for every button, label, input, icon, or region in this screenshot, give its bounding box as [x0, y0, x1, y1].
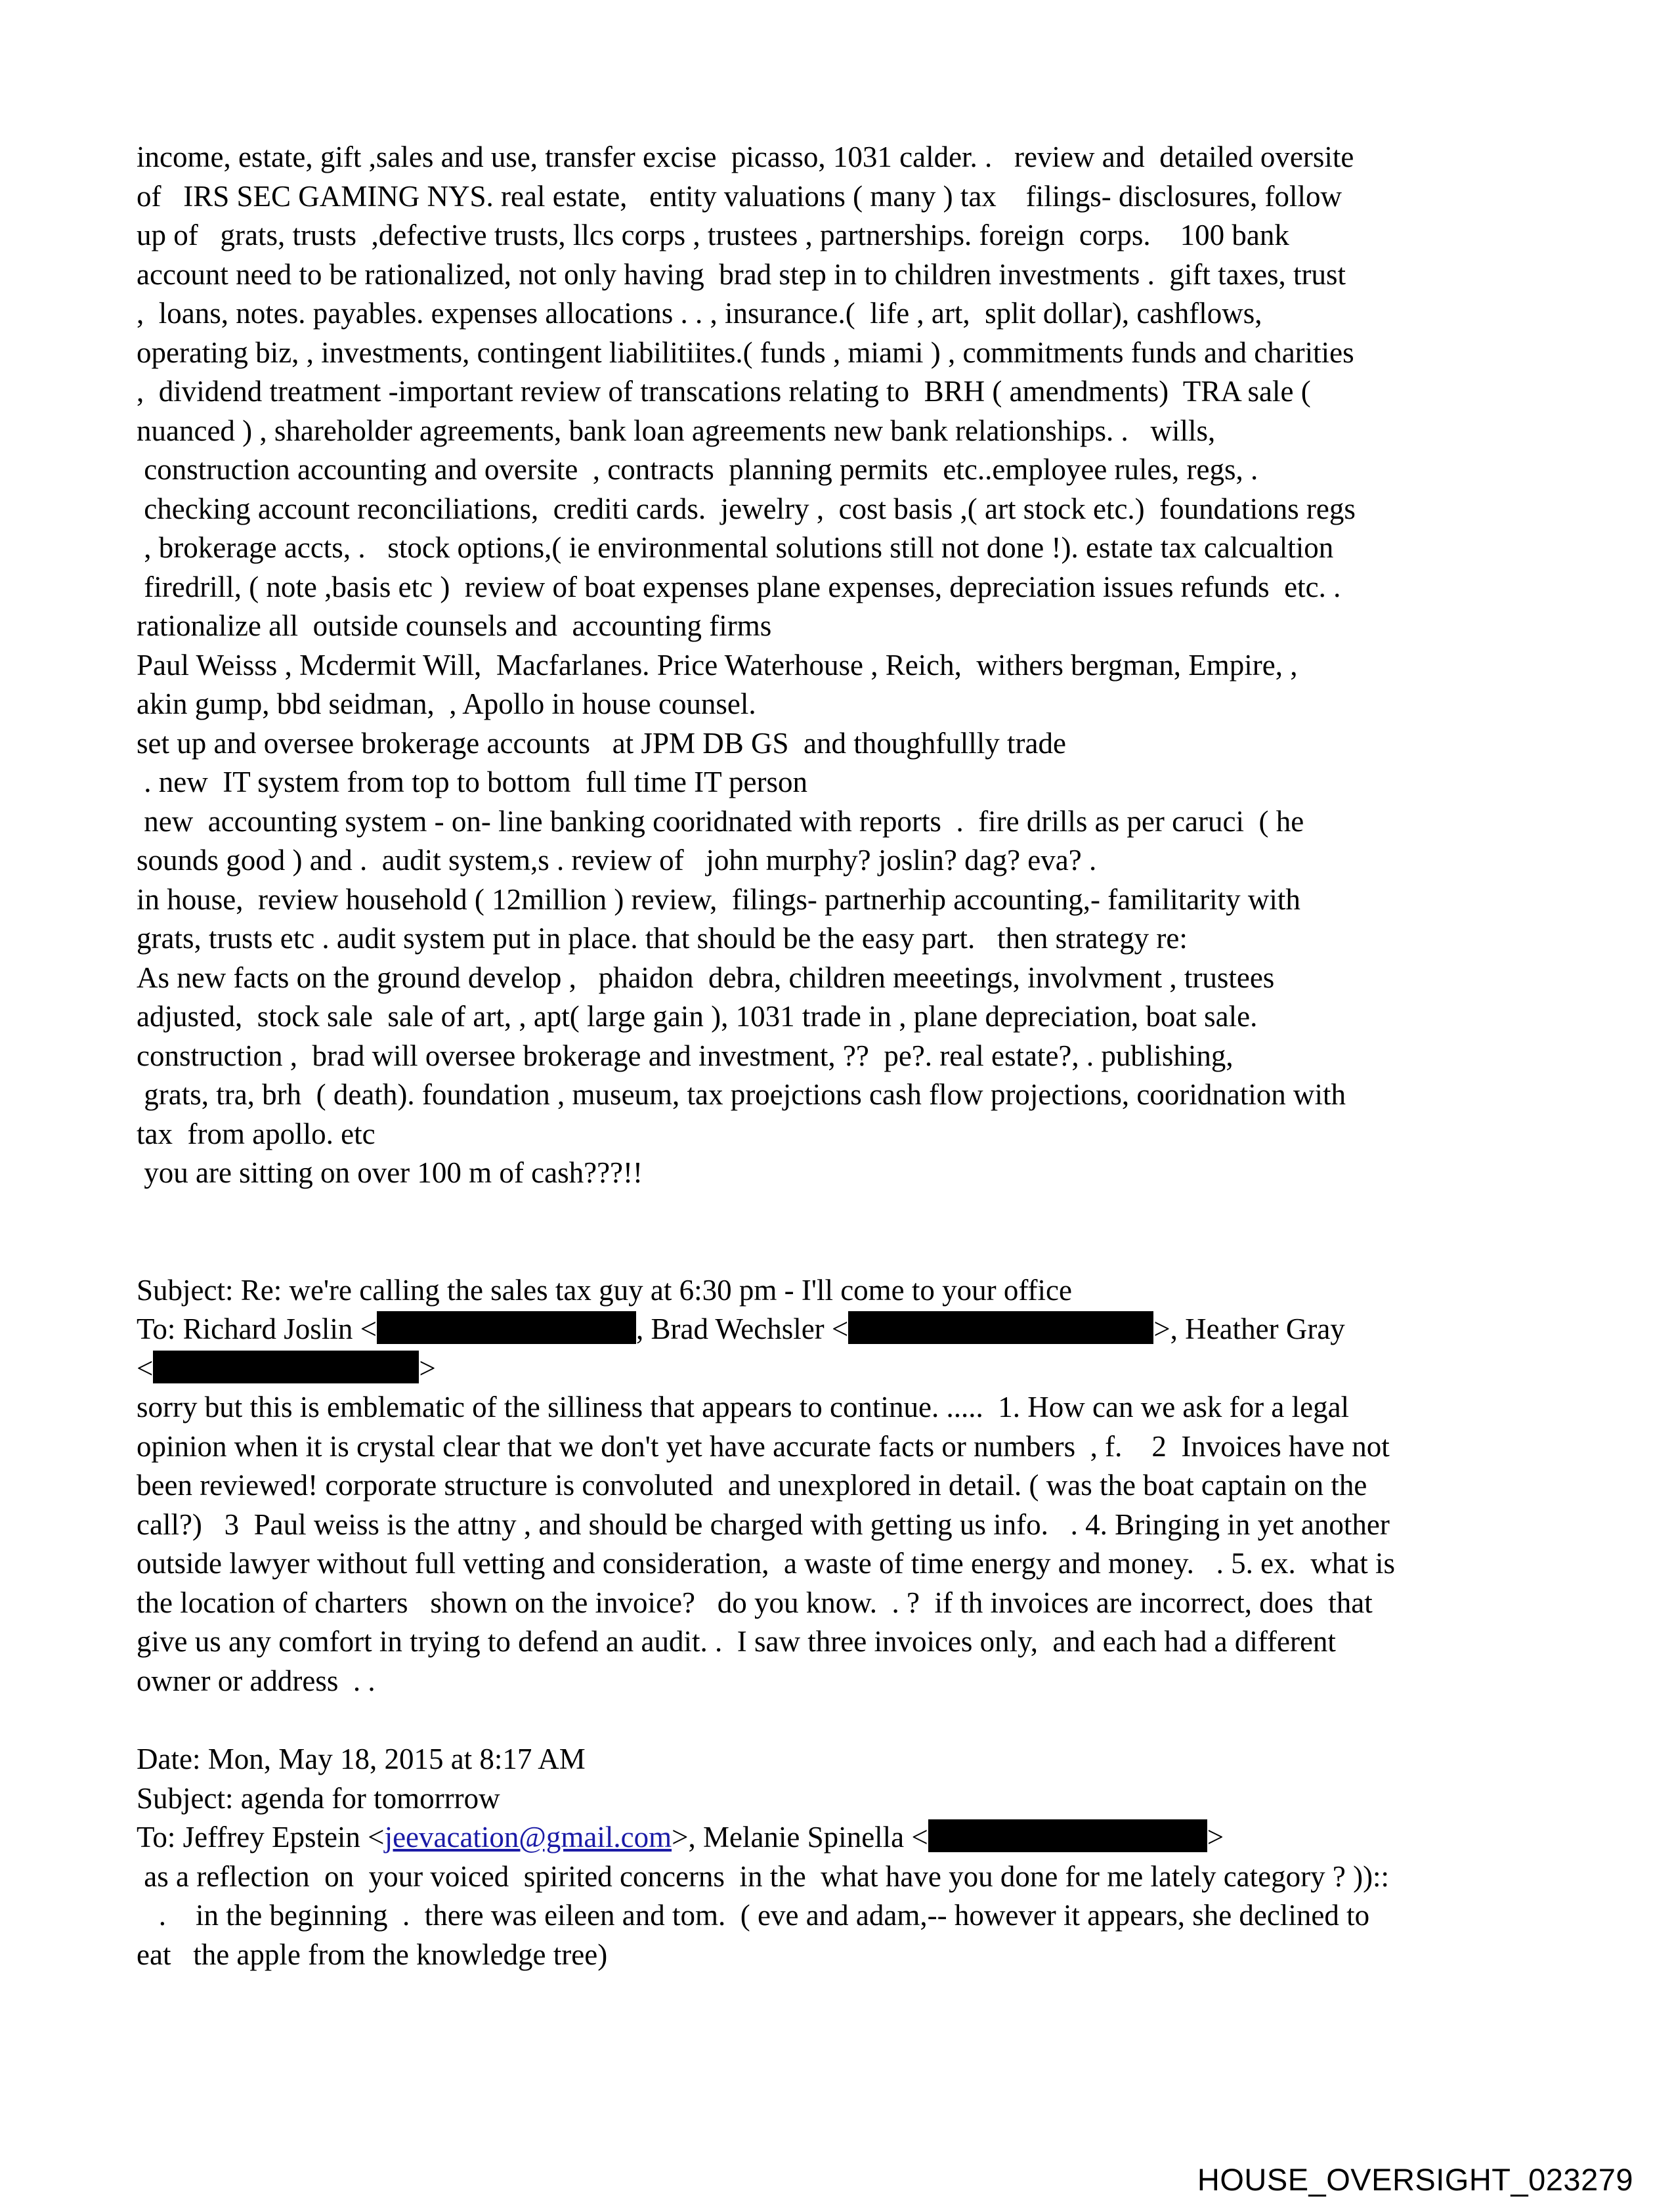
email-body-line: owner or address . . — [137, 1664, 376, 1697]
to-suffix: > — [1207, 1821, 1224, 1854]
email-reply-block — [137, 1271, 1548, 1701]
memo-block — [137, 138, 1548, 1193]
memo-line: construction , brad will oversee brokerage and investment, ?? pe?. real estate?, . publishing, — [137, 1039, 1234, 1072]
memo-line: , dividend treatment -important review of transcations relating to BRH ( amendments) TRA sale ( — [137, 375, 1311, 408]
redaction-box — [928, 1819, 1207, 1852]
email-body-line: . in the beginning . there was eileen and tom. ( eve and adam,-- however it appears, she declined to — [137, 1899, 1370, 1932]
email-date: Date: Mon, May 18, 2015 at 8:17 AM — [137, 1743, 586, 1775]
email-subject: Subject: agenda for tomorrrow — [137, 1781, 500, 1815]
to-mid: , Brad Wechsler < — [635, 1312, 849, 1345]
memo-line: rationalize all outside counsels and accounting firms — [137, 609, 772, 642]
document-body — [137, 138, 1548, 1974]
memo-line: grats, trusts etc . audit system put in place. that should be the easy part. then strategy re: — [137, 922, 1188, 955]
memo-line: adjusted, stock sale sale of art, , apt( large gain ), 1031 trade in , plane depreciation, boat sale. — [137, 1000, 1258, 1033]
email-to-line-continued — [137, 1349, 1548, 1389]
memo-line: operating biz, , investments, contingent liabilitiites.( funds , miami ) , commitments funds and charities — [137, 336, 1354, 369]
email-agenda-block — [137, 1740, 1548, 1974]
email-to-line — [137, 1310, 1548, 1349]
memo-line: , loans, notes. payables. expenses allocations . . , insurance.( life , art, split dollar), cashflows, — [137, 297, 1262, 330]
memo-line: in house, review household ( 12million ) review, filings- partnerhip accounting,- familitarity with — [137, 882, 1300, 916]
email-subject: Subject: Re: we're calling the sales tax guy at 6:30 pm - I'll come to your office — [137, 1273, 1072, 1307]
email-body-line: sorry but this is emblematic of the silliness that appears to continue. ..... 1. How can we ask for a legal — [137, 1391, 1350, 1423]
memo-line: tax from apollo. etc — [137, 1117, 376, 1150]
email-body-line: opinion when it is crystal clear that we don't yet have accurate facts or numbers , f. 2 Invoices have not — [137, 1429, 1390, 1463]
memo-line: grats, tra, brh ( death). foundation , museum, tax proejctions cash flow projections, cooridnation with — [137, 1078, 1346, 1111]
email-body-line: outside lawyer without full vetting and consideration, a waste of time energy and money. . 5. ex. what is — [137, 1547, 1396, 1580]
memo-line: akin gump, bbd seidman, , Apollo in house counsel. — [137, 687, 756, 720]
memo-line: . new IT system from top to bottom full time IT person — [137, 766, 807, 798]
to-prefix: To: Jeffrey Epstein < — [137, 1821, 385, 1854]
to-line2-prefix: < — [137, 1351, 154, 1385]
email-body-line: been reviewed! corporate structure is convoluted and unexplored in detail. ( was the boat captain on the — [137, 1469, 1367, 1502]
email-to-line — [137, 1818, 1548, 1857]
email-body-line: call?) 3 Paul weiss is the attny , and should be charged with getting us info. . 4. Bringing in yet another — [137, 1507, 1390, 1541]
email-body-line: give us any comfort in trying to defend an audit. . I saw three invoices only, and each had a different — [137, 1625, 1336, 1658]
memo-line: account need to be rationalized, not only having brad step in to children investments . gift taxes, trust — [137, 257, 1346, 291]
memo-line: Paul Weisss , Mcdermit Will, Macfarlanes. Price Waterhouse , Reich, withers bergman, Empire, , — [137, 648, 1298, 682]
email-link[interactable]: jeevacation@gmail.com — [384, 1821, 672, 1854]
to-mid: >, Melanie Spinella < — [672, 1821, 928, 1854]
memo-line: checking account reconciliations, crediti cards. jewelry , cost basis ,( art stock etc.) foundations regs — [137, 492, 1356, 525]
email-body-line: as a reflection on your voiced spirited concerns in the what have you done for me lately category ? )):: — [137, 1859, 1390, 1893]
to-prefix: To: Richard Joslin < — [137, 1312, 377, 1345]
memo-line: construction accounting and oversite , contracts planning permits etc..employee rules, regs, . — [137, 453, 1258, 486]
email-body-line: the location of charters shown on the invoice? do you know. . ? if th invoices are incorrect, does that — [137, 1586, 1373, 1619]
memo-line: As new facts on the ground develop , phaidon debra, children meeetings, involvment , trustees — [137, 961, 1275, 994]
memo-line: up of grats, trusts ,defective trusts, llcs corps , trustees , partnerships. foreign corps. 100 bank — [137, 219, 1289, 251]
memo-line: nuanced ) , shareholder agreements, bank loan agreements new bank relationships. . wills, — [137, 414, 1216, 447]
redaction-box — [848, 1311, 1153, 1344]
memo-line: income, estate, gift ,sales and use, transfer excise picasso, 1031 calder. . review and detailed oversite — [137, 141, 1354, 173]
memo-line: firedrill, ( note ,basis etc ) review of boat expenses plane expenses, depreciation issues refunds etc. . — [137, 570, 1341, 603]
memo-line: you are sitting on over 100 m of cash???!! — [137, 1156, 643, 1189]
to-line2-suffix: > — [419, 1351, 436, 1385]
memo-line: new accounting system - on- line banking cooridnated with reports . fire drills as per caruci ( he — [137, 804, 1304, 838]
email-body-line: eat the apple from the knowledge tree) — [137, 1938, 608, 1971]
to-suffix: >, Heather Gray — [1153, 1312, 1345, 1345]
redaction-box — [377, 1311, 636, 1344]
memo-line: sounds good ) and . audit system,s . review of john murphy? joslin? dag? eva? . — [137, 844, 1097, 877]
bates-number: HOUSE_OVERSIGHT_023279 — [1197, 2162, 1633, 2197]
memo-line: set up and oversee brokerage accounts at JPM DB GS and thoughfullly trade — [137, 726, 1066, 760]
memo-line: of IRS SEC GAMING NYS. real estate, entity valuations ( many ) tax filings- disclosures, follow — [137, 179, 1342, 213]
redaction-box — [153, 1351, 419, 1383]
memo-line: , brokerage accts, . stock options,( ie environmental solutions still not done !). estate tax calcualtion — [137, 531, 1334, 564]
